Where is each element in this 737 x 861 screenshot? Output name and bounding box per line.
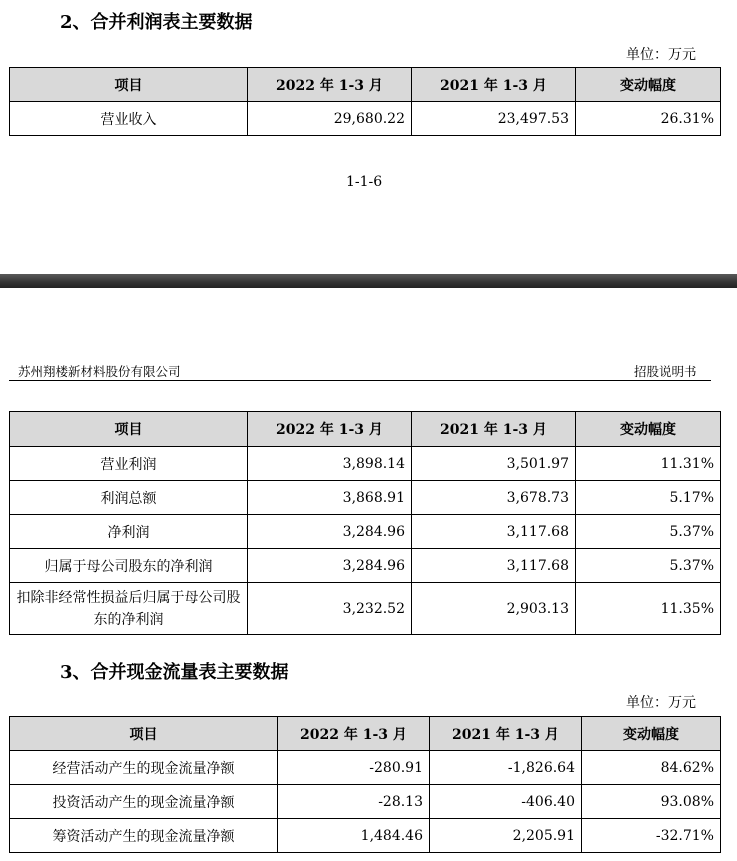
row-label: 投资活动产生的现金流量净额 <box>10 785 278 819</box>
col-header-item: 项目 <box>10 68 248 102</box>
table-header-row <box>10 68 721 102</box>
section3-unit: 单位：万元 <box>626 695 696 711</box>
value-2022: -28.13 <box>278 785 430 819</box>
value-change: 84.62% <box>582 751 721 785</box>
value-2021: 3,117.68 <box>412 549 576 583</box>
value-2021: -1,826.64 <box>430 751 582 785</box>
row-label: 利润总额 <box>10 481 248 515</box>
value-change: 11.31% <box>576 447 721 481</box>
col-header-2021: 2021 年 1-3 月 <box>430 717 582 751</box>
row-label: 归属于母公司股东的净利润 <box>10 549 248 583</box>
table-row <box>10 549 721 583</box>
value-change: 5.17% <box>576 481 721 515</box>
income-statement-table-continued <box>9 411 721 635</box>
col-header-2022: 2022 年 1-3 月 <box>278 717 430 751</box>
table-header-row <box>10 717 721 751</box>
table-row <box>10 481 721 515</box>
table-row <box>10 819 721 853</box>
section3-title: 3、合并现金流量表主要数据 <box>60 662 289 683</box>
table-row <box>10 751 721 785</box>
value-2022: 3,284.96 <box>248 515 412 549</box>
document-type: 招股说明书 <box>634 364 697 379</box>
value-change: 5.37% <box>576 549 721 583</box>
value-change: -32.71% <box>582 819 721 853</box>
header-rule <box>9 380 711 381</box>
table-row <box>10 102 721 136</box>
row-label: 营业收入 <box>10 102 248 136</box>
table-row <box>10 583 721 635</box>
col-header-change: 变动幅度 <box>576 412 721 447</box>
value-2022: 3,284.96 <box>248 549 412 583</box>
value-2022: 3,898.14 <box>248 447 412 481</box>
table-header-row <box>10 412 721 447</box>
row-label: 经营活动产生的现金流量净额 <box>10 751 278 785</box>
page-break-divider <box>0 274 737 288</box>
value-2021: 3,117.68 <box>412 515 576 549</box>
value-2021: 2,903.13 <box>412 583 576 635</box>
value-change: 11.35% <box>576 583 721 635</box>
page-number: 1-1-6 <box>346 174 383 190</box>
income-statement-table <box>9 67 721 136</box>
row-label: 净利润 <box>10 515 248 549</box>
value-2021: 3,501.97 <box>412 447 576 481</box>
value-2021: -406.40 <box>430 785 582 819</box>
value-change: 26.31% <box>576 102 721 136</box>
table-row <box>10 785 721 819</box>
col-header-item: 项目 <box>10 717 278 751</box>
value-2021: 23,497.53 <box>412 102 576 136</box>
value-2022: 29,680.22 <box>248 102 412 136</box>
value-2022: -280.91 <box>278 751 430 785</box>
row-label: 扣除非经常性损益后归属于母公司股东的净利润 <box>10 583 248 635</box>
value-2022: 3,868.91 <box>248 481 412 515</box>
section2-unit: 单位：万元 <box>626 47 696 63</box>
col-header-2022: 2022 年 1-3 月 <box>248 412 412 447</box>
row-label: 营业利润 <box>10 447 248 481</box>
value-change: 93.08% <box>582 785 721 819</box>
section2-title: 2、合并利润表主要数据 <box>60 12 253 33</box>
table-row <box>10 447 721 481</box>
col-header-change: 变动幅度 <box>576 68 721 102</box>
col-header-change: 变动幅度 <box>582 717 721 751</box>
value-change: 5.37% <box>576 515 721 549</box>
cash-flow-table <box>9 716 721 853</box>
table-row <box>10 515 721 549</box>
row-label: 筹资活动产生的现金流量净额 <box>10 819 278 853</box>
company-name: 苏州翔楼新材料股份有限公司 <box>18 364 181 379</box>
value-2022: 3,232.52 <box>248 583 412 635</box>
col-header-item: 项目 <box>10 412 248 447</box>
value-2021: 2,205.91 <box>430 819 582 853</box>
col-header-2021: 2021 年 1-3 月 <box>412 412 576 447</box>
col-header-2021: 2021 年 1-3 月 <box>412 68 576 102</box>
col-header-2022: 2022 年 1-3 月 <box>248 68 412 102</box>
value-2021: 3,678.73 <box>412 481 576 515</box>
value-2022: 1,484.46 <box>278 819 430 853</box>
